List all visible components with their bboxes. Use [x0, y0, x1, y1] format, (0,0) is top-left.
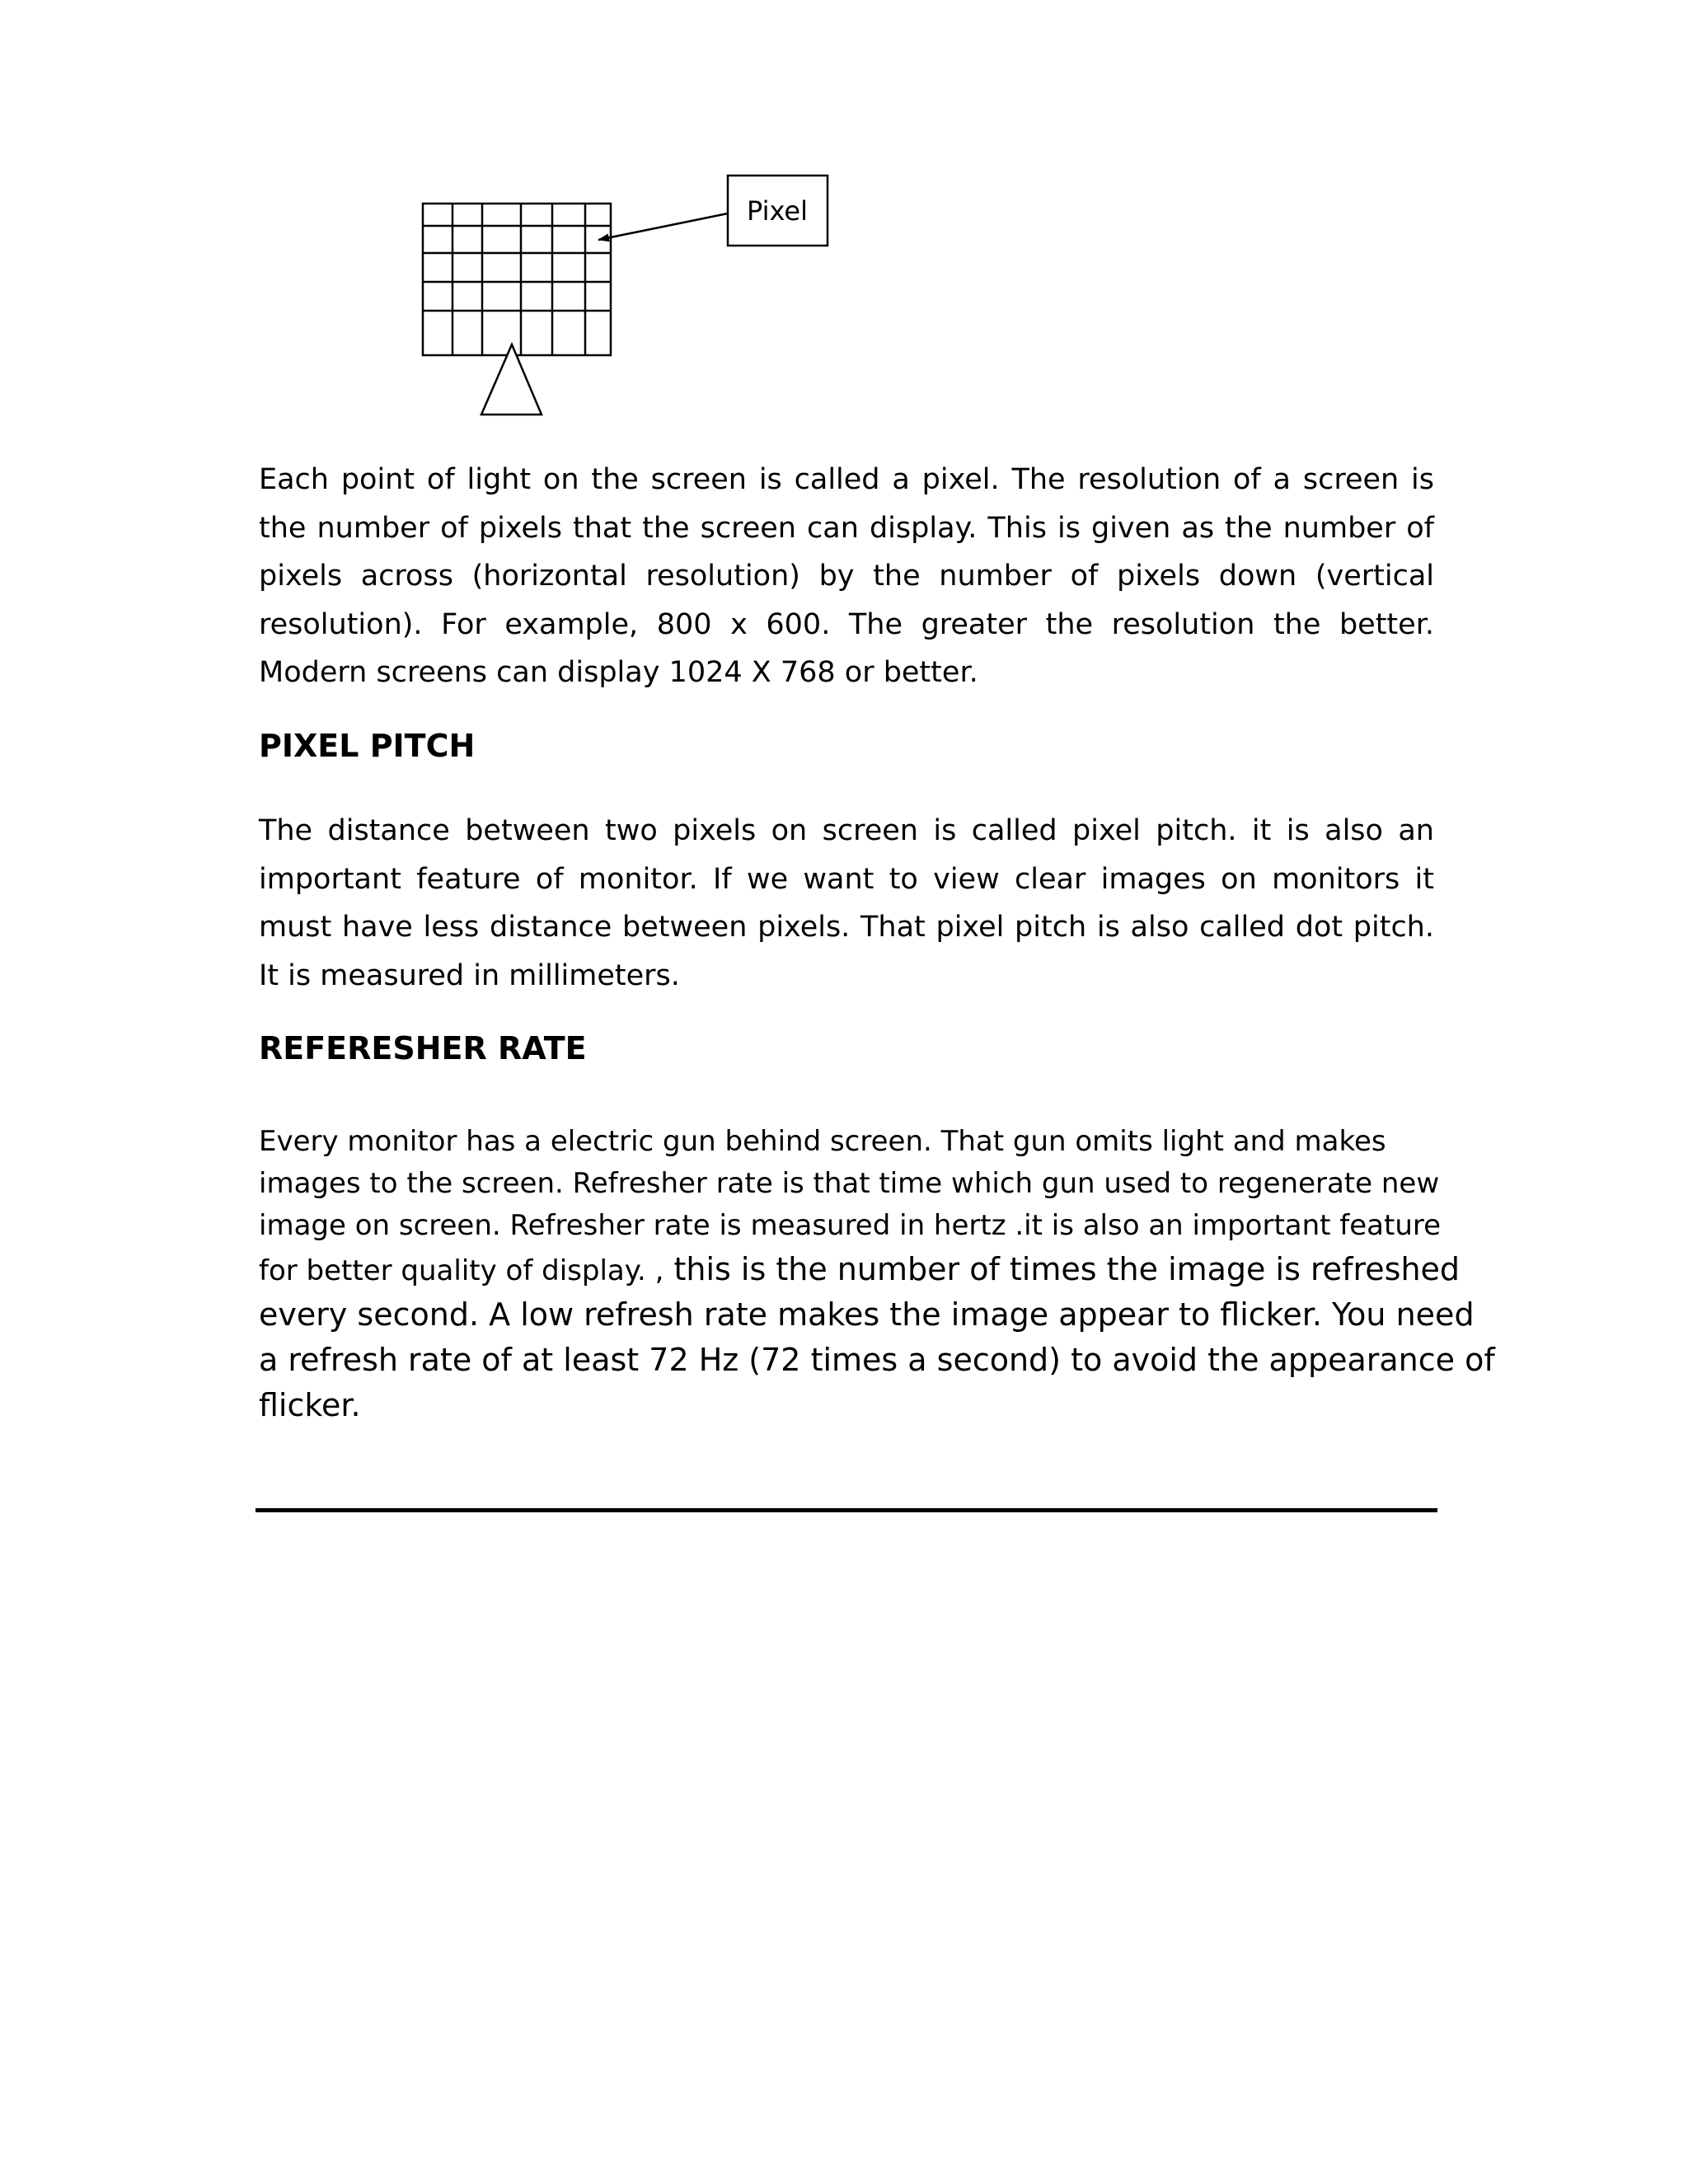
- pixel-grid: [423, 204, 611, 355]
- refresher-rate-heading: REFERESHER RATE: [259, 1030, 587, 1066]
- pixel-pitch-paragraph: The distance between two pixels on screen is called pixel pitch. it is also an important feature of monitor. If we want to view clear images on monitors it must have less distance between pixels. That pixel pitch is also called dot pitch. It is measured in millimeters.: [259, 814, 1434, 992]
- refresher-line: [259, 1247, 1461, 1292]
- pixel-pitch-heading: PIXEL PITCH: [259, 728, 476, 764]
- refresher-rate-paragraph: [259, 1121, 1495, 1428]
- horizontal-rule: [256, 1508, 1437, 1512]
- pixel-label: Pixel: [746, 195, 809, 227]
- refresher-line-part: this is the number of times the image is refreshed: [663, 1251, 1461, 1287]
- refresher-line: Every monitor has a electric gun behind screen. That gun omits light and makes: [259, 1125, 1386, 1158]
- refresher-line: every second. A low refresh rate makes the image appear to flicker. You need: [259, 1296, 1475, 1333]
- refresher-line: images to the screen. Refresher rate is that time which gun used to regenerate new: [259, 1167, 1440, 1200]
- refresher-line: a refresh rate of at least 72 Hz (72 times a second) to avoid the appearance of: [259, 1342, 1495, 1378]
- refresher-line: image on screen. Refresher rate is measured in hertz .it is also an important feature: [259, 1209, 1442, 1242]
- resolution-paragraph: Each point of light on the screen is called a pixel. The resolution of a screen is the number of pixels that the screen can display. This is given as the number of pixels across (horizontal resolution) by the number of pixels down (vertical resolution). For example, 800 x 600. The greater the resolution the better. Modern screens can display 1024 X 768 or better.: [259, 463, 1434, 689]
- pixel-diagram: [0, 0, 1688, 462]
- pixel-arrow: [598, 213, 728, 240]
- refresher-line: flicker.: [259, 1387, 361, 1423]
- refresher-line-part: for better quality of display. ,: [259, 1254, 664, 1287]
